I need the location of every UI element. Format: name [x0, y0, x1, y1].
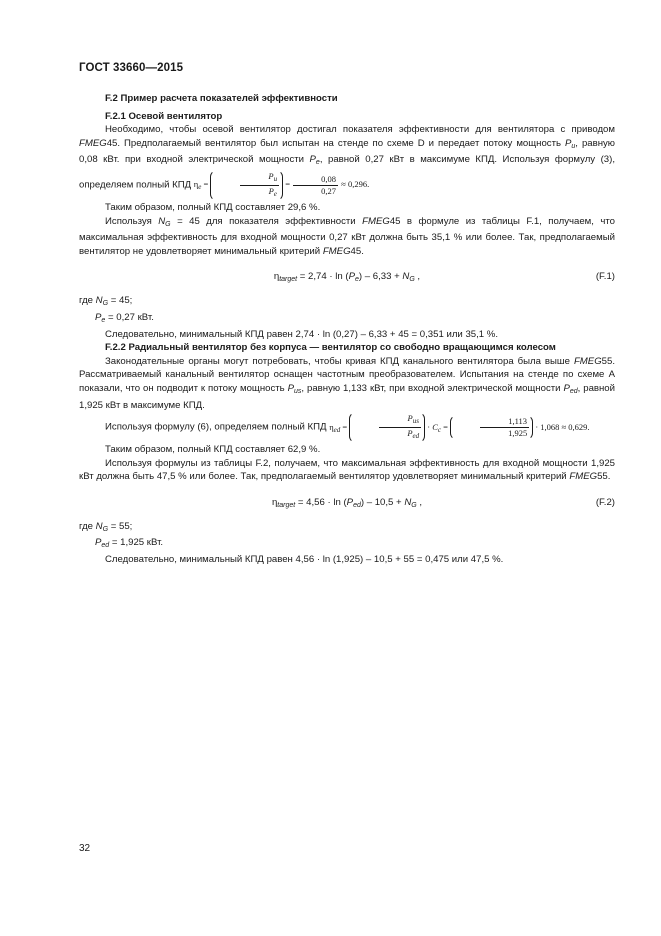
- equation-f2: [79, 494, 615, 512]
- where-ped: $P_{ed} = 1,925$ кВт.: [95, 537, 164, 550]
- paragraph-radial-conclusion: Следовательно, минимальный КПД равен 4,56 · ln (1,925) – 10,5 + 55 = 0,475 или 47,5 %.: [105, 554, 504, 566]
- formula-eta-ed: $\eta_{ed}$ = $\frac{P_{us}}{P_{ed}}$ · $C_c$ = $\frac{1,113}{1,925}$ · 1,068 ≈ 0,629.: [329, 422, 589, 432]
- page-number: 32: [79, 843, 91, 854]
- paragraph-radial-intro: Законодательные органы могут потребовать, чтобы кривая КПД канального вентилятора была выше FMEG55. Рассматриваемый канальный вентилятор оснащен частотным преобразователем. Испытания на стенде по схеме А показали, что он подводит к потоку мощность $P_{us}$, равную 1,133 кВт, при входной электрической мощности $P_{ed}$, равной 1,925 кВт в максимуме КПД.: [79, 355, 616, 411]
- subsection-axial-title: F.2.1 Осевой вентилятор: [105, 110, 223, 122]
- equation-f2-formula: $\eta_{target} = 4,56 \cdot \ln (P_{ed}) - 10,5 + N_G$ ,: [271, 496, 423, 509]
- equation-f1-formula: $\eta_{target} = 2,74 \cdot \ln (P_e) - 6,33 + N_G$ ,: [273, 271, 421, 284]
- equation-f2-number: (F.2): [595, 496, 615, 508]
- equation-f1: [79, 268, 615, 286]
- document-code: ГОСТ 33660—2015: [79, 62, 184, 74]
- where-pe: $P_e = 0,27$ кВт.: [95, 311, 154, 324]
- paragraph-axial-criterion: Используя $N_G = 45$ для показателя эффективности FMEG45 в формуле из таблицы F.1, получаем, что максимальная эффективность для входной мощности 0,27 кВт должна быть 35,1 % или более. Так, предполагаемый вентилятор не удовлетворяет минимальный критерий FMEG45.: [79, 215, 615, 257]
- paragraph-radial-criterion: Используя формулы из таблицы F.2, получаем, что максимальная эффективность для входной мощности 1,925 кВт должна быть 47,5 % или более. Так, предполагаемый вентилятор удовлетворяет минимальный критерий FMEG55.: [79, 457, 615, 483]
- paragraph-radial-formula: Используя формулу (6), определяем полный КПД $\eta_{ed}$ = $\frac{P_{us}}{P_{ed}}$ · $C_c$ = $\frac{1,113}{1,925}$ · 1,068 ≈ 0,629.: [79, 412, 615, 443]
- paragraph-axial-result: Таким образом, полный КПД составляет 29,6 %.: [105, 201, 321, 213]
- equation-f1-number: (F.1): [595, 271, 615, 283]
- subsection-radial-title: F.2.2 Радиальный вентилятор без корпуса — вентилятор со свободно вращающимся колесом: [105, 342, 556, 354]
- section-title: F.2 Пример расчета показателей эффективности: [105, 93, 338, 104]
- paragraph-axial-conclusion: Следовательно, минимальный КПД равен 2,74 · ln (0,27) – 6,33 + 45 = 0,351 или 35,1 %.: [105, 328, 498, 340]
- formula-eta-e: $\eta_e$ = $\frac{P_u}{P_e}$ = $\frac{0,08}{0,27}$ ≈ 0,296.: [194, 179, 369, 189]
- paragraph-axial-intro: Необходимо, чтобы осевой вентилятор достигал показателя эффективности для вентилятора с приводом FMEG45. Предполагаемый вентилятор был испытан на стенде по схеме D и передает потоку мощность $P_u$, равную 0,08 кВт. при входной электрической мощности $P_e$, равной 0,27 кВт в максимуме КПД. Используя формулу (3), определяем полный КПД $\eta_e$ = $\frac{P_u}{P_e}$ = $\frac{0,08}{0,27}$ ≈ 0,296.: [79, 123, 615, 201]
- document-body: [79, 92, 615, 567]
- where-ng-45: где $N_G = 45$;: [79, 295, 133, 308]
- paragraph-radial-result: Таким образом, полный КПД составляет 62,9 %.: [105, 444, 321, 456]
- where-ng-55: где $N_G = 55$;: [79, 520, 133, 533]
